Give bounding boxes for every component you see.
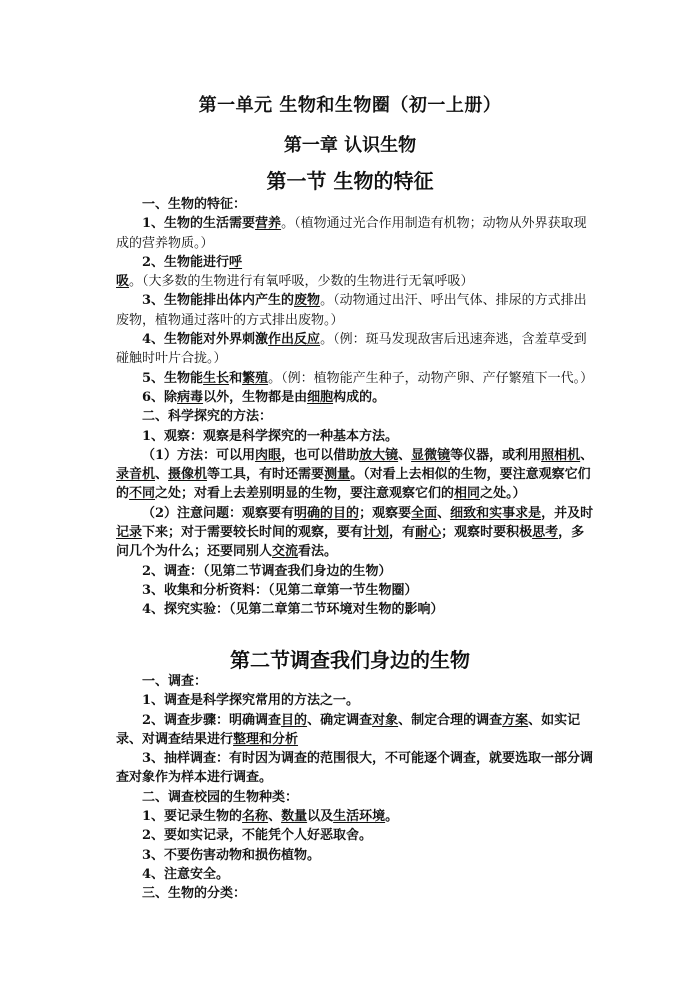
keyword: 整理和分析 <box>233 731 299 747</box>
text: ，也可以借助 <box>281 447 360 463</box>
feature-5 <box>116 369 594 388</box>
observation: 1、观察：观察是科学探究的一种基本方法。 <box>142 428 399 444</box>
heading-features: 一、生物的特征： <box>142 197 247 212</box>
unit-title: 第一单元 生物和生物圈（初一上册） <box>198 95 502 116</box>
text: 以及 <box>307 809 334 825</box>
text: 、如实记录、对调查结果进行 <box>116 712 581 747</box>
keyword: 生长 <box>203 370 230 386</box>
keyword: 记录 <box>116 525 143 541</box>
text: （2）注意问题：观察要有 <box>142 505 295 521</box>
survey-ref: 2、调查：（见第二节调查我们身边的生物） <box>142 563 392 579</box>
text: 。 <box>385 809 399 825</box>
keyword: 废物 <box>294 293 321 309</box>
keyword: 耐心 <box>415 525 442 541</box>
keyword: 目的 <box>281 712 308 728</box>
campus-1 <box>116 807 594 826</box>
section-1-body <box>116 195 594 620</box>
text: ；观察要 <box>359 505 412 521</box>
text: 4、生物能对外界刺激 <box>142 332 269 348</box>
text: 等工具，有时还需要 <box>207 467 325 483</box>
heading-classification: 三、生物的分类： <box>142 886 247 902</box>
keyword: 生活环境 <box>333 809 386 825</box>
section-title-2: 第二节调查我们身边的生物 <box>230 648 470 672</box>
feature-6 <box>116 388 594 407</box>
chapter-title: 第一章 认识生物 <box>283 135 417 156</box>
keyword: 摄像机 <box>168 467 208 483</box>
keyword: 方案 <box>502 712 529 728</box>
keyword: 肉眼 <box>255 447 282 463</box>
survey-2 <box>116 711 594 750</box>
keyword: 测量 <box>324 467 351 483</box>
text: 之处。） <box>480 486 526 502</box>
text: 。（动物通过出汗、呼出气体、排尿的方式排出废物，植物通过落叶的方式排出废物。） <box>116 293 587 328</box>
keyword: 计划 <box>363 525 390 541</box>
campus-4: 4、注意安全。 <box>142 866 230 882</box>
keyword: 数量 <box>281 809 308 825</box>
keyword: 细致和实事求是 <box>450 505 542 521</box>
section-title-1: 第一节 生物的特征 <box>266 169 434 193</box>
keyword: 细胞 <box>307 389 334 405</box>
feature-1 <box>116 214 594 253</box>
text: 等仪器，或利用 <box>450 447 542 463</box>
text: ，并及时 <box>541 505 594 521</box>
keyword: 营养 <box>255 216 282 232</box>
observation-methods <box>116 446 594 504</box>
data-ref: 3、收集和分析资料：（见第二章第一节生物圈） <box>142 582 418 598</box>
text: 下来；对于需要较长时间的观察，要有 <box>142 525 364 541</box>
text: 。（大多数的生物进行有氧呼吸，少数的生物进行无氧呼吸） <box>129 274 474 290</box>
keyword: 明确的目的 <box>294 505 360 521</box>
text: 、 <box>437 505 451 521</box>
keyword: 病毒 <box>177 389 204 405</box>
text: ，多问几个为什么；还要同别人 <box>116 525 585 560</box>
keyword: 对象 <box>372 712 399 728</box>
keyword: 全面 <box>411 505 438 521</box>
campus-2: 2、要如实记录，不能凭个人好恶取舍。 <box>142 828 373 844</box>
keyword: 繁殖 <box>242 370 269 386</box>
text: 。（例：斑马发现敌害后迅速奔逃，含羞草受到碰触时叶片合拢。） <box>116 332 587 367</box>
text: 5、生物能 <box>142 370 204 386</box>
keyword: 呼吸 <box>116 254 243 290</box>
text: 1、要记录生物的 <box>142 809 243 825</box>
keyword: 交流 <box>272 544 299 560</box>
keyword: 名称 <box>242 809 269 825</box>
text: （1）方法：可以用 <box>142 447 256 463</box>
survey-3: 3、抽样调查：有时因为调查的范围很大，不可能逐个调查，就要选取一部分调查对象作为样本进行调查。 <box>116 751 594 786</box>
campus-3: 3、不要伤害动物和损伤植物。 <box>142 847 321 863</box>
text: 3、生物能排出体内产生的 <box>142 293 295 309</box>
text: 6、除 <box>142 389 178 405</box>
heading-campus: 二、调查校园的生物种类： <box>142 789 299 805</box>
feature-4 <box>116 330 594 369</box>
observation-notes <box>116 504 594 562</box>
keyword: 录音机 <box>116 467 156 483</box>
text: 、 <box>268 809 282 825</box>
text: 构成的。 <box>333 389 386 405</box>
section-2-body <box>116 672 594 904</box>
text: ；观察时要积极 <box>441 525 533 541</box>
text: 、制定合理的调查 <box>398 712 503 728</box>
keyword: 相同 <box>454 486 481 502</box>
text: 、确定调查 <box>307 712 373 728</box>
keyword: 作出反应 <box>268 332 321 348</box>
experiment-ref: 4、探究实验：（见第二章第二节环境对生物的影响） <box>142 602 444 618</box>
feature-3 <box>116 291 594 330</box>
text: 。（例：植物能产生种子，动物产卵、产仔繁殖下一代。） <box>268 370 594 386</box>
text: 、 <box>580 447 594 463</box>
keyword: 放大镜 <box>359 447 399 463</box>
heading-survey: 一、调查： <box>142 674 208 689</box>
text: 和 <box>229 370 243 386</box>
text: 以外，生物都是由 <box>203 389 308 405</box>
feature-2 <box>116 253 594 292</box>
keyword: 显微镜 <box>411 447 451 463</box>
text: 看法。 <box>298 544 338 560</box>
text: 2、生物能进行 <box>142 254 230 270</box>
text: 2、调查步骤：明确调查 <box>142 712 282 728</box>
keyword: 思考 <box>532 525 559 541</box>
keyword: 不同 <box>129 486 156 502</box>
text: 、 <box>155 467 169 483</box>
heading-methods: 二、科学探究的方法： <box>142 409 273 425</box>
survey-1: 1、调查是科学探究常用的方法之一。 <box>142 693 360 709</box>
text: 1、生物的生活需要 <box>142 216 256 232</box>
text: ，有 <box>389 525 416 541</box>
text: 。（对看上去相似的生物，要注意观察它们的 <box>116 467 591 502</box>
text: 。（植物通过光合作用制造有机物；动物从外界获取现成的营养物质。） <box>116 216 587 251</box>
keyword: 照相机 <box>541 447 581 463</box>
text: 之处；对看上去差别明显的生物，要注意观察它们的 <box>155 486 455 502</box>
text: 、 <box>398 447 412 463</box>
